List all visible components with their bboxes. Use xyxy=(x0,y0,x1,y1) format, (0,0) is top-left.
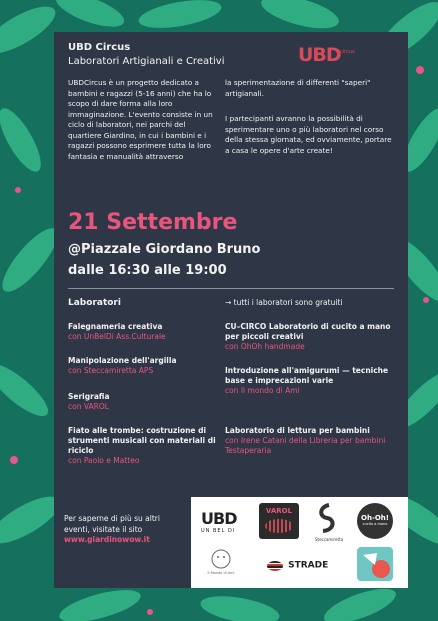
lab-title: Laboratorio di lettura per bambini xyxy=(225,426,370,435)
more-info-text: Per saperne di più su altri eventi, visitate il sito xyxy=(64,514,160,534)
lab-title: Fiato alle trombe: costruzione di strumenti musicali con materiali di riciclo xyxy=(68,426,216,455)
event-date: 21 Settembre xyxy=(68,210,238,235)
lab-org: con Irene Catani della Libreria per bambini Testaperaria xyxy=(225,436,386,455)
lab-item xyxy=(225,426,395,456)
mondo-di-ami-text: Il Mondo di Ami xyxy=(207,571,235,575)
varol-logo-mark xyxy=(265,519,293,533)
ubd-circus-logo: UBD xyxy=(298,44,341,66)
mondo-di-ami-logo xyxy=(201,547,241,581)
lab-org: con OhOh handmade xyxy=(225,342,305,351)
divider xyxy=(68,288,394,289)
lab-org: con VAROL xyxy=(68,402,109,411)
labs-heading: Laboratori xyxy=(68,298,121,308)
lab-org: con Paolo e Matteo xyxy=(68,456,140,465)
ubd-circus-logo-small: circus xyxy=(340,49,355,55)
lab-title: Manipolazione dell'argilla xyxy=(68,356,177,365)
steccamiretta-logo xyxy=(315,503,344,542)
lab-title: CU–CIRCO Laboratorio di cucito a mano per piccoli creativi xyxy=(225,322,391,341)
ohoh-logo-text: Oh-Oh! xyxy=(361,514,389,522)
lab-org: con Il mondo di Ami xyxy=(225,386,300,395)
lettura-mark xyxy=(357,547,393,581)
lab-org: con UnBelDi Ass.Culturale xyxy=(68,332,166,341)
mondo-di-ami-mark xyxy=(209,547,233,571)
ubd-logo xyxy=(201,509,236,534)
ohoh-logo xyxy=(357,503,393,539)
steccamiretta-logo-text: Steccamiretta xyxy=(315,537,344,542)
varol-logo xyxy=(259,503,299,539)
strade-logo xyxy=(267,555,328,574)
lab-item xyxy=(68,356,228,376)
strade-text: STRADE xyxy=(288,560,329,571)
lab-item xyxy=(68,322,228,342)
ubd-logo-caption: UN BEL DI xyxy=(201,528,236,534)
labs-free-note: → tutti i laboratori sono gratuiti xyxy=(225,298,343,307)
lab-title: Introduzione all'amigurumi — tecniche base e imprecazioni varie xyxy=(225,366,389,385)
intro-left: UBDCircus è un progetto dedicato a bambini e ragazzi (5-16 anni) che ha lo scopo di dare forma alla loro immaginazione. L'evento consiste in un ciclo di laboratori, nei parchi del quartiere Giardino, in cui i bambini e i ragazzi possono esprimere tutta la loro fantasia e manualità attraverso xyxy=(68,78,213,161)
ohoh-logo-caption: cucito a mano xyxy=(362,522,388,526)
lab-title: Falegnameria creativa xyxy=(68,322,163,331)
lab-item xyxy=(68,426,224,466)
event-time: dalle 16:30 alle 19:00 xyxy=(68,263,227,278)
lettura-logo xyxy=(357,547,393,581)
lab-item xyxy=(225,322,395,352)
event-subtitle: Laboratori Artigianali e Creativi xyxy=(68,56,225,67)
lab-title: Serigrafia xyxy=(68,392,110,401)
varol-logo-text: VAROL xyxy=(265,507,293,515)
more-info xyxy=(64,514,184,546)
lab-item xyxy=(225,366,395,396)
event-title: UBD Circus xyxy=(68,42,131,53)
steccamiretta-mark xyxy=(315,503,339,533)
event-place: @Piazzale Giordano Bruno xyxy=(68,242,261,257)
website-link[interactable]: www.giardinowow.it xyxy=(64,535,150,544)
strade-mark xyxy=(267,561,283,571)
lab-item xyxy=(68,392,228,412)
lab-org: con Steccamiretta APS xyxy=(68,366,154,375)
ubd-logo-text: UBD xyxy=(201,509,237,528)
intro-right-1: la sperimentazione di differenti "saperi" artigianali. xyxy=(225,78,371,98)
sponsor-logos xyxy=(191,497,408,588)
intro-right-2: I partecipanti avranno la possibilità di sperimentare uno o più laboratori nel corso della stessa giornata, ed ovviamente, portare a casa le opere d'arte create! xyxy=(225,114,392,155)
